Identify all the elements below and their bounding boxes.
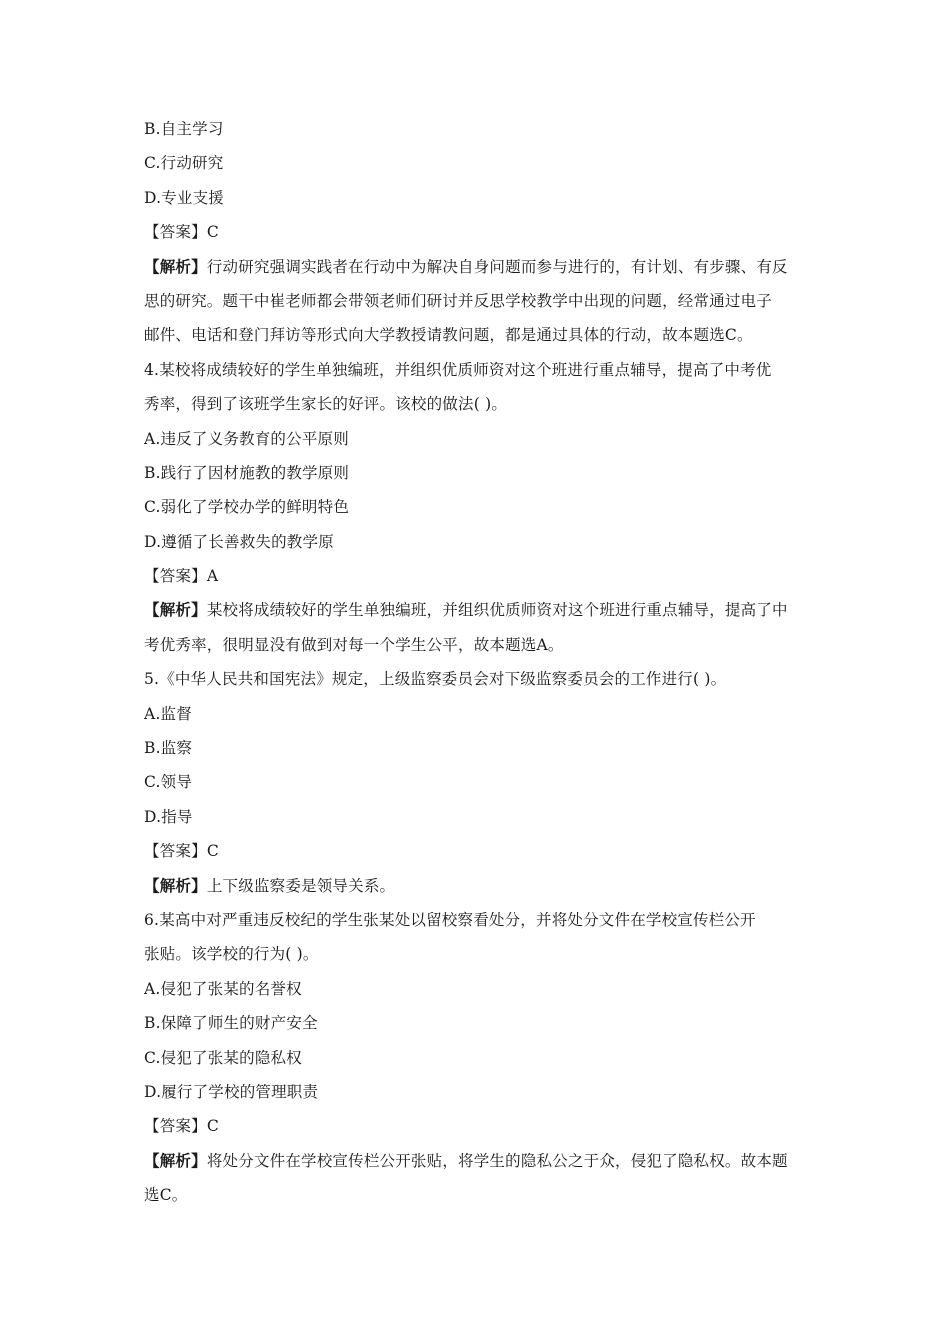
explanation-text: 将处分文件在学校宣传栏公开张贴，将学生的隐私公之于众，侵犯了隐私权。故本题 xyxy=(206,1151,788,1170)
q4-option-a: A.违反了义务教育的公平原则 xyxy=(144,429,349,448)
q4-explanation-line-1 xyxy=(144,593,810,627)
q5-option-a: A.监督 xyxy=(144,704,192,723)
q4-explanation-line-2: 考优秀率，很明显没有做到对每一个学生公平，故本题选A。 xyxy=(144,635,564,654)
answer-label: 【答案】 xyxy=(144,1117,207,1136)
explanation-label: 【解析】 xyxy=(144,256,207,276)
explanation-text: 行动研究强调实践者在行动中为解决自身问题而参与进行的，有计划、有步骤、有反 xyxy=(206,257,788,276)
q5-option-b: B.监察 xyxy=(144,739,193,758)
q6-explanation-line-2: 选C。 xyxy=(144,1186,188,1205)
q6-option-c: C.侵犯了张某的隐私权 xyxy=(144,1048,302,1067)
answer-label: 【答案】 xyxy=(144,842,207,861)
q3-explanation-line-2: 思的研究。题干中崔老师都会带领老师们研讨并反思学校教学中出现的问题，经常通过电子 xyxy=(144,291,773,310)
q3-explanation-line-1 xyxy=(144,250,810,284)
answer-label: 【答案】 xyxy=(144,567,207,586)
explanation-text: 上下级监察委是领导关系。 xyxy=(206,876,396,895)
q6-stem-line-1: 6.某高中对严重违反校纪的学生张某处以留校察看处分，并将处分文件在学校宣传栏公开 xyxy=(144,910,756,929)
q5-option-c: C.领导 xyxy=(144,773,193,792)
q6-option-b: B.保障了师生的财产安全 xyxy=(144,1014,318,1033)
q4-option-b: B.践行了因材施教的教学原则 xyxy=(144,463,350,482)
answer-value: C xyxy=(206,223,219,242)
q6-answer xyxy=(144,1109,810,1143)
q3-option-c: C.行动研究 xyxy=(144,154,224,173)
q3-option-d: D.专业支援 xyxy=(144,188,225,207)
explanation-label: 【解析】 xyxy=(144,1150,207,1170)
q6-explanation-line-1 xyxy=(144,1144,810,1178)
answer-value: C xyxy=(206,1117,219,1136)
q4-answer xyxy=(144,559,810,593)
document-page xyxy=(144,112,810,1213)
answer-label: 【答案】 xyxy=(144,223,207,242)
q5-option-d: D.指导 xyxy=(144,807,193,826)
q6-stem-line-2: 张贴。该学校的行为( )。 xyxy=(144,945,319,964)
q6-option-d: D.履行了学校的管理职责 xyxy=(144,1082,319,1101)
q5-stem-line-1: 5.《中华人民共和国宪法》规定，上级监察委员会对下级监察委员会的工作进行( )。 xyxy=(144,670,727,689)
explanation-text: 某校将成绩较好的学生单独编班，并组织优质师资对这个班进行重点辅导，提高了中 xyxy=(206,601,788,620)
q3-answer xyxy=(144,215,810,249)
q6-option-a: A.侵犯了张某的名誉权 xyxy=(144,979,302,998)
answer-value: C xyxy=(206,842,219,861)
q4-stem-line-1: 4.某校将成绩较好的学生单独编班，并组织优质师资对这个班进行重点辅导，提高了中考优 xyxy=(144,360,772,379)
q3-explanation-line-3: 邮件、电话和登门拜访等形式向大学教授请教问题，都是通过具体的行动，故本题选C。 xyxy=(144,326,753,345)
q3-option-b: B.自主学习 xyxy=(144,120,224,138)
explanation-label: 【解析】 xyxy=(144,875,207,895)
explanation-label: 【解析】 xyxy=(144,600,207,620)
q4-stem-line-2: 秀率，得到了该班学生家长的好评。该校的做法( )。 xyxy=(144,395,508,414)
q4-option-d: D.遵循了长善救失的教学原 xyxy=(144,532,334,551)
q4-option-c: C.弱化了学校办学的鲜明特色 xyxy=(144,498,350,517)
answer-value: A xyxy=(206,567,219,586)
q5-answer xyxy=(144,834,810,868)
q5-explanation-line-1 xyxy=(144,869,810,903)
